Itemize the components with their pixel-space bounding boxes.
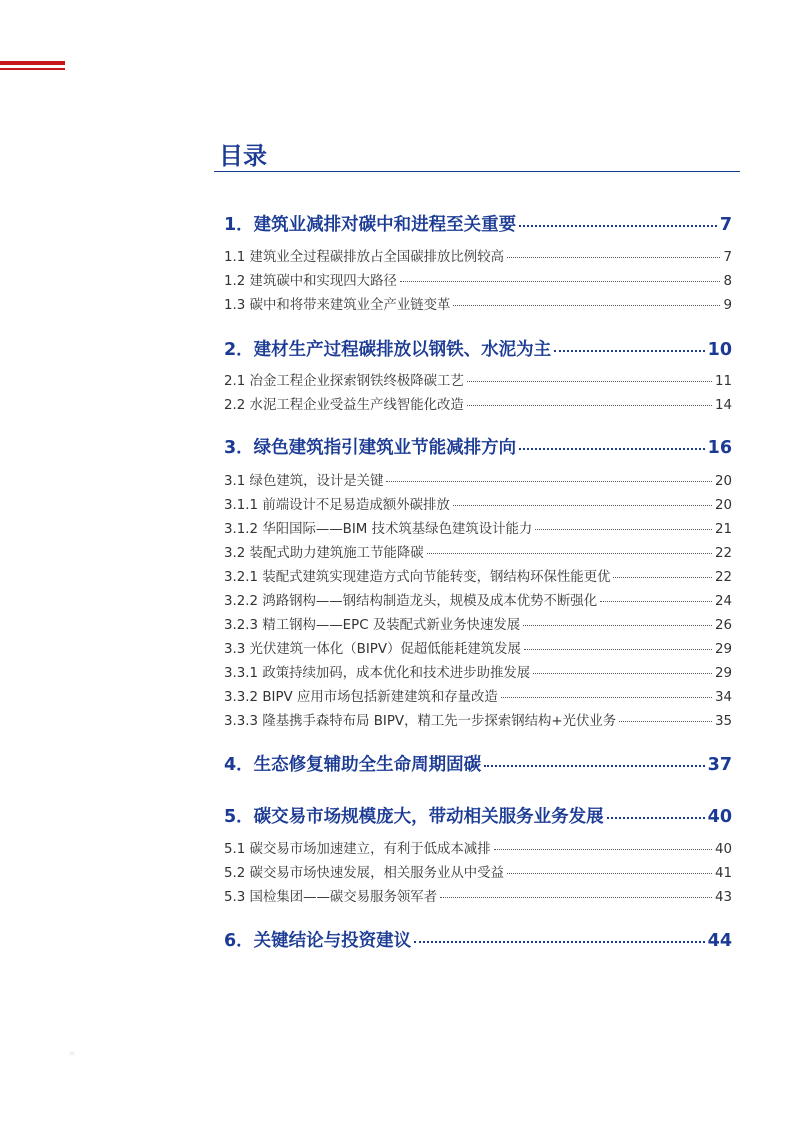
toc-entry-text: 3.3.1 政策持续加码，成本优化和技术进步助推发展 <box>224 666 531 681</box>
dot-leader <box>523 625 712 626</box>
dot-leader <box>427 553 712 554</box>
toc-entry-text: 5.3 国检集团——碳交易服务领军者 <box>224 890 438 905</box>
toc-section-entry[interactable] <box>224 394 732 413</box>
toc-chapter-entry[interactable] <box>224 434 732 459</box>
dot-leader <box>453 505 712 506</box>
toc-page-number: 7 <box>723 250 732 265</box>
toc-page-number: 26 <box>714 618 732 633</box>
dot-leader <box>607 817 705 819</box>
toc-entry-text: 5.1 碳交易市场加速建立，有利于低成本减排 <box>224 842 491 857</box>
toc-page-number: 22 <box>714 546 732 561</box>
toc-page-number: 40 <box>707 807 732 827</box>
toc-page-number: 10 <box>707 340 732 360</box>
dot-leader <box>619 721 712 722</box>
dot-leader <box>453 305 720 306</box>
page-mark: ▫ <box>70 1050 75 1057</box>
toc-chapter-entry[interactable] <box>224 927 732 952</box>
toc-section-entry[interactable] <box>224 270 732 289</box>
toc-entry-text: 3．绿色建筑指引建筑业节能减排方向 <box>224 438 517 458</box>
toc-chapter-entry[interactable] <box>224 803 732 828</box>
title-divider <box>214 171 740 172</box>
toc-entry-text: 1.1 建筑业全过程碳排放占全国碳排放比例较高 <box>224 250 504 265</box>
toc-page-number: 20 <box>714 498 732 513</box>
dot-leader <box>484 765 704 767</box>
toc-page-number: 35 <box>714 714 732 729</box>
toc-page-number: 40 <box>714 842 732 857</box>
toc-page-number: 29 <box>714 642 732 657</box>
toc-section-entry[interactable] <box>224 370 732 389</box>
toc-entry-text: 2.1 冶金工程企业探索钢铁终极降碳工艺 <box>224 374 464 389</box>
dot-leader <box>507 257 720 258</box>
toc-section-entry[interactable] <box>224 638 732 657</box>
toc-subsection-entry[interactable] <box>224 686 732 705</box>
toc-page-number: 11 <box>714 374 732 389</box>
toc-subsection-entry[interactable] <box>224 494 732 513</box>
toc-entry-text: 3.2.1 装配式建筑实现建造方式向节能转变，钢结构环保性能更优 <box>224 570 611 585</box>
toc-page-number: 16 <box>707 438 732 458</box>
dot-leader <box>533 673 712 674</box>
toc-page-number: 9 <box>723 298 732 313</box>
toc-subsection-entry[interactable] <box>224 590 732 609</box>
dot-leader <box>400 281 721 282</box>
toc-page-number: 14 <box>714 398 732 413</box>
toc-subsection-entry[interactable] <box>224 614 732 633</box>
dot-leader <box>613 577 711 578</box>
toc-entry-text: 2.2 水泥工程企业受益生产线智能化改造 <box>224 398 464 413</box>
dot-leader <box>535 529 712 530</box>
toc-page-number: 41 <box>714 866 732 881</box>
toc-section-entry[interactable] <box>224 886 732 905</box>
dot-leader <box>501 697 712 698</box>
dot-leader <box>519 448 704 450</box>
toc-chapter-entry[interactable] <box>224 336 732 361</box>
toc-subsection-entry[interactable] <box>224 566 732 585</box>
toc-section-entry[interactable] <box>224 542 732 561</box>
toc-entry-text: 3.3.3 隆基携手森特布局 BIPV，精工先一步探索钢结构+光伏业务 <box>224 714 617 729</box>
dot-leader <box>554 350 704 352</box>
toc-entry-text: 3.2.2 鸿路钢构——钢结构制造龙头，规模及成本优势不断强化 <box>224 594 598 609</box>
toc-page-number: 43 <box>714 890 732 905</box>
toc-entry-text: 1.2 建筑碳中和实现四大路径 <box>224 274 397 289</box>
toc-entry-text: 3.1 绿色建筑，设计是关键 <box>224 474 384 489</box>
toc-page-number: 8 <box>723 274 732 289</box>
toc-page-number: 7 <box>719 215 732 235</box>
toc-subsection-entry[interactable] <box>224 518 732 537</box>
toc-entry-text: 3.3.2 BIPV 应用市场包括新建建筑和存量改造 <box>224 690 498 705</box>
toc-page-number: 34 <box>714 690 732 705</box>
dot-leader <box>507 873 712 874</box>
toc-page-number: 29 <box>714 666 732 681</box>
toc-page-number: 24 <box>714 594 732 609</box>
dot-leader <box>600 601 712 602</box>
toc-entry-text: 4．生态修复辅助全生命周期固碳 <box>224 755 482 775</box>
toc-entry-text: 5.2 碳交易市场快速发展，相关服务业从中受益 <box>224 866 504 881</box>
dot-leader <box>467 381 712 382</box>
toc-entry-text: 2．建材生产过程碳排放以钢铁、水泥为主 <box>224 340 552 360</box>
toc-page-number: 22 <box>714 570 732 585</box>
toc-page-number: 20 <box>714 474 732 489</box>
toc-section-entry[interactable] <box>224 294 732 313</box>
toc-entry-text: 1.3 碳中和将带来建筑业全产业链变革 <box>224 298 451 313</box>
dot-leader <box>386 481 711 482</box>
toc-page-number: 21 <box>714 522 732 537</box>
toc-page-number: 37 <box>707 755 732 775</box>
dot-leader <box>467 405 712 406</box>
toc-chapter-entry[interactable] <box>224 751 732 776</box>
toc-entry-text: 3.3 光伏建筑一体化（BIPV）促超低能耗建筑发展 <box>224 642 521 657</box>
toc-section-entry[interactable] <box>224 862 732 881</box>
toc-section-entry[interactable] <box>224 246 732 265</box>
dot-leader <box>494 849 712 850</box>
toc-page-number: 44 <box>707 931 732 951</box>
toc-entry-text: 3.2 装配式助力建筑施工节能降碳 <box>224 546 424 561</box>
toc-section-entry[interactable] <box>224 838 732 857</box>
header-accent-bar <box>0 61 65 65</box>
toc-title: 目录 <box>219 142 267 170</box>
toc-subsection-entry[interactable] <box>224 710 732 729</box>
header-accent-bar-thin <box>0 68 65 70</box>
toc-entry-text: 3.2.3 精工钢构——EPC 及装配式新业务快速发展 <box>224 618 521 633</box>
dot-leader <box>440 897 712 898</box>
dot-leader <box>519 225 717 227</box>
toc-section-entry[interactable] <box>224 470 732 489</box>
toc-entry-text: 3.1.1 前端设计不足易造成额外碳排放 <box>224 498 450 513</box>
toc-entry-text: 5．碳交易市场规模庞大，带动相关服务业务发展 <box>224 807 604 827</box>
toc-chapter-entry[interactable] <box>224 211 732 236</box>
dot-leader <box>414 941 704 943</box>
dot-leader <box>524 649 712 650</box>
toc-entry-text: 1．建筑业减排对碳中和进程至关重要 <box>224 215 517 235</box>
toc-entry-text: 3.1.2 华阳国际——BIM 技术筑基绿色建筑设计能力 <box>224 522 533 537</box>
toc-entry-text: 6．关键结论与投资建议 <box>224 931 412 951</box>
toc-subsection-entry[interactable] <box>224 662 732 681</box>
